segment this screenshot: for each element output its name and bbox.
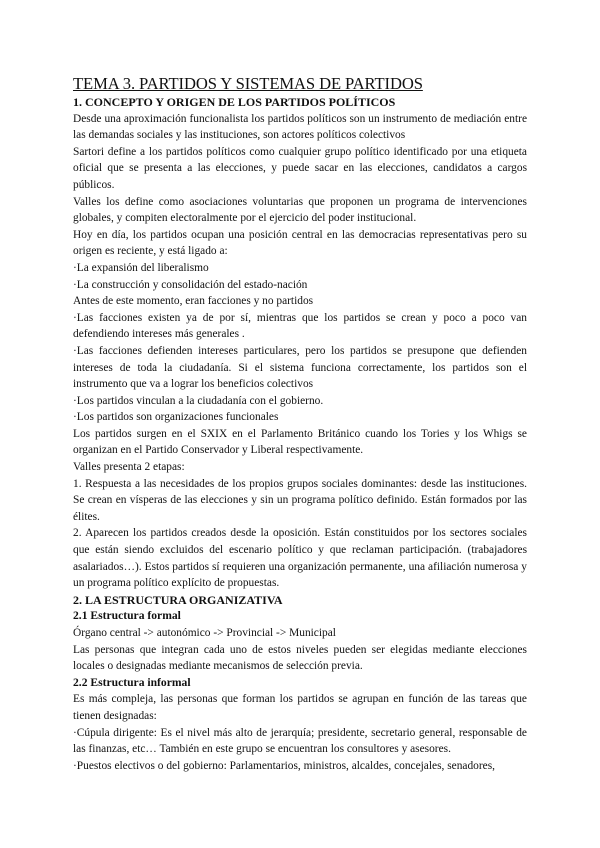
bullet-item: ·Cúpula dirigente: Es el nivel más alto de jerarquía; presidente, secretario general, responsable de las finanzas, etc… También en este grupo se encuentran los consultores y asesores.: [73, 726, 527, 756]
bullet-item: ·Las facciones existen ya de por sí, mientras que los partidos se crean y poco a poco van defendiendo intereses más generales .: [73, 311, 527, 341]
bullet-item: ·La construcción y consolidación del estado-nación: [73, 278, 308, 291]
paragraph: Es más compleja, las personas que forman los partidos se agrupan en función de las tareas que tienen designadas:: [73, 693, 527, 722]
paragraph: Antes de este momento, eran facciones y no partidos: [73, 295, 314, 308]
bullet-item: ·Los partidos vinculan a la ciudadanía con el gobierno.: [73, 394, 324, 407]
paragraph: Valles presenta 2 etapas:: [73, 461, 185, 474]
paragraph: Órgano central -> autonómico -> Provincial -> Municipal: [73, 627, 336, 639]
paragraph: Los partidos surgen en el SXIX en el Parlamento Británico cuando los Tories y los Whigs se organizan en el Partido Conservador y Liberal respectivamente.: [73, 427, 527, 457]
bullet-item: ·Las facciones defienden intereses particulares, pero los partidos se presupone que defienden intereses de toda la ciudadanía. Si el sistema funciona correctamente, los partidos son el instrumento que va a lograr los beneficios colectivos: [73, 344, 527, 391]
section-heading-2: 2. LA ESTRUCTURA ORGANIZATIVA: [73, 592, 283, 607]
paragraph: Valles los define como asociaciones voluntarias que proponen un programa de intervenciones globales, y compiten electoralmente por el ejercicio del poder institucional.: [73, 195, 527, 225]
paragraph: Hoy en día, los partidos ocupan una posición central en las democracias representativas pero su origen es reciente, y está ligado a:: [73, 228, 527, 258]
section-heading-1: 1. CONCEPTO Y ORIGEN DE LOS PARTIDOS POLÍTICOS: [73, 95, 396, 109]
subsection-heading-2-1: 2.1 Estructura formal: [73, 609, 181, 623]
paragraph: Desde una aproximación funcionalista los partidos políticos son un instrumento de mediación entre las demandas sociales y las instituciones, son actores políticos colectivos: [73, 112, 527, 142]
subsection-heading-2-2: 2.2 Estructura informal: [73, 675, 191, 689]
numbered-item: 1. Respuesta a las necesidades de los propios grupos sociales dominantes: desde las instituciones. Se crean en vísperas de las elecciones y sin un programa político definido. Están formados por las élites.: [73, 477, 527, 523]
bullet-item: ·La expansión del liberalismo: [73, 261, 209, 274]
document-title: TEMA 3. PARTIDOS Y SISTEMAS DE PARTIDOS: [73, 74, 423, 93]
document-body: [73, 74, 527, 774]
bullet-item: ·Puestos electivos o del gobierno: Parlamentarios, ministros, alcaldes, concejales, senadores,: [73, 759, 495, 772]
numbered-item: 2. Aparecen los partidos creados desde la oposición. Están constituidos por los sectores sociales que están siendo excluidos del escenario político y que reclaman participación. (trabajadores asalariados…). Estos partidos sí requieren una organización permanente, una afiliación numerosa y un programa político explícito de propuestas.: [73, 527, 527, 590]
paragraph: Sartori define a los partidos políticos como cualquier grupo político identificado por una etiqueta oficial que se presenta a las elecciones, y puede sacar en las elecciones, candidatos a cargos públicos.: [73, 145, 527, 191]
paragraph: Las personas que integran cada uno de estos niveles pueden ser elegidas mediante elecciones locales o designadas mediante mecanismos de selección previa.: [73, 643, 527, 673]
bullet-item: ·Los partidos son organizaciones funcionales: [73, 411, 279, 424]
